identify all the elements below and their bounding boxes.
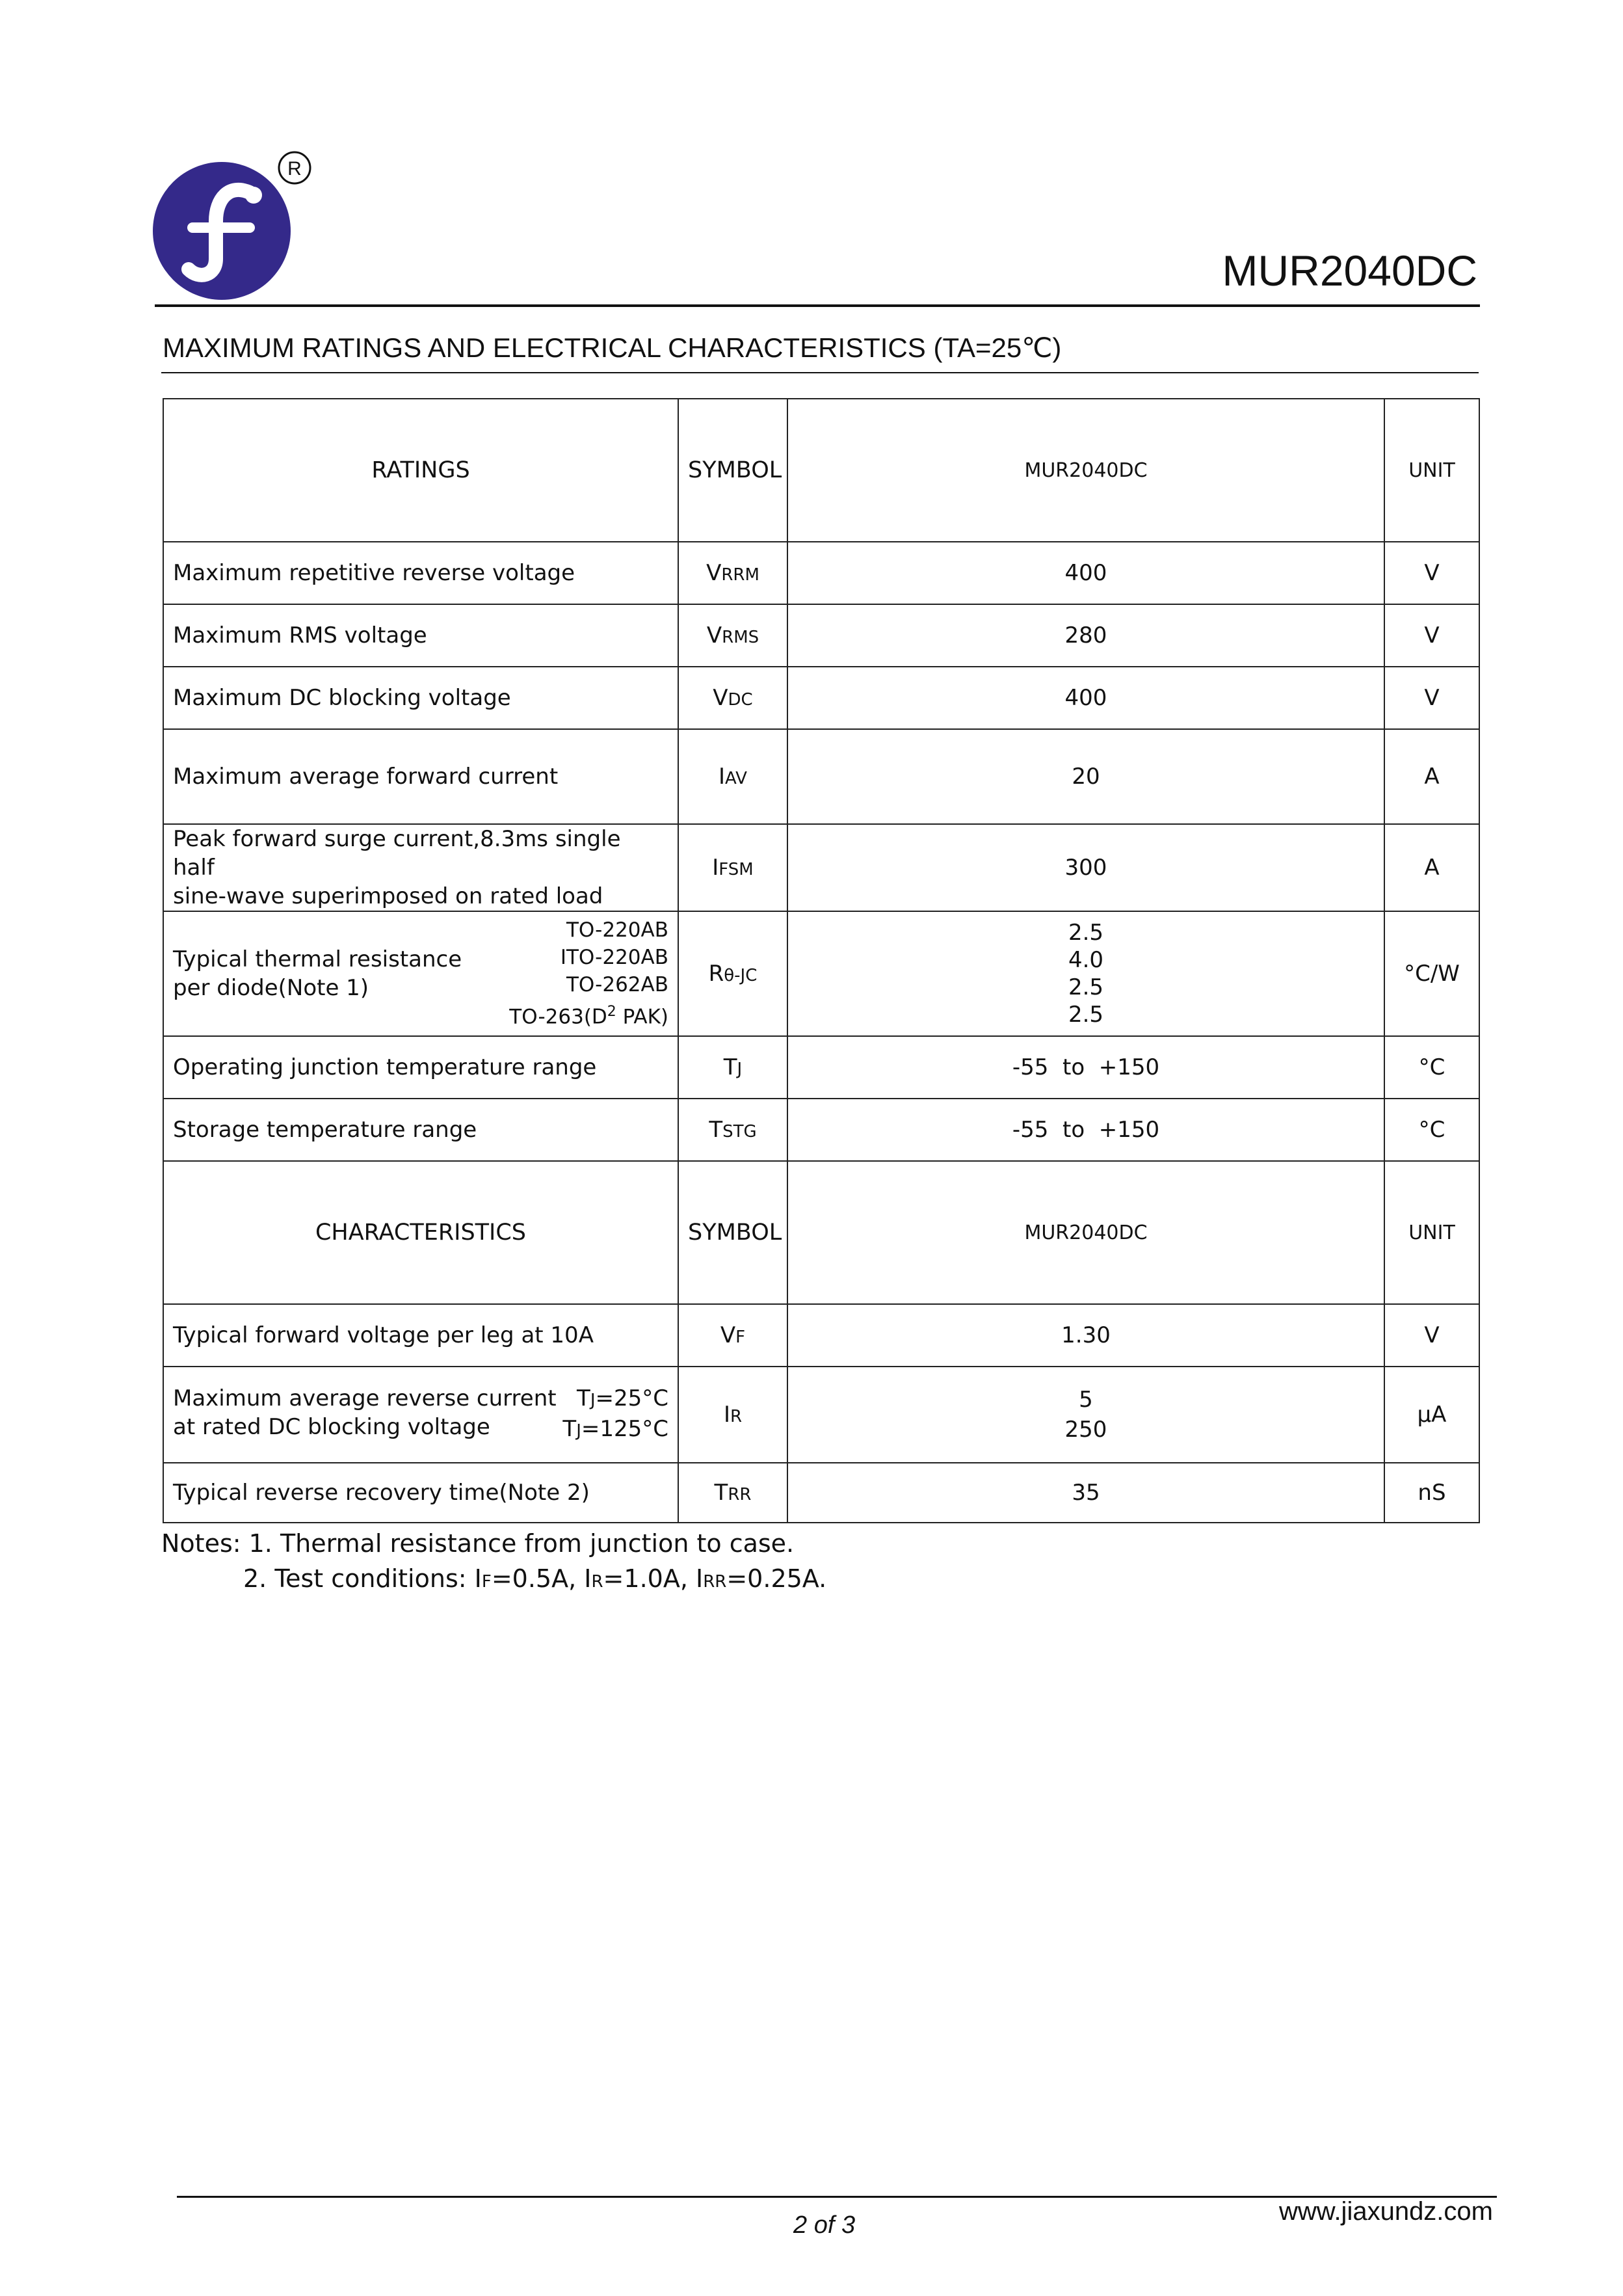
package-list: TO-220AB ITO-220AB TO-262AB $TO-263(D^2$ PAK) [509, 918, 668, 1029]
param-unit: °C/W [1384, 911, 1479, 1036]
param-unit: V [1384, 604, 1479, 667]
brand-logo [152, 161, 291, 300]
param-symbol: VRRM [678, 542, 787, 604]
param-unit: °C [1384, 1099, 1479, 1161]
param-symbol: VRMS [678, 604, 787, 667]
param-unit: V [1384, 1304, 1479, 1367]
param-name: Typical reverse recovery time(Note 2) [163, 1463, 678, 1523]
table-row [163, 729, 1479, 824]
param-name: Maximum repetitive reverse voltage [163, 542, 678, 604]
table-row [163, 1463, 1479, 1523]
param-name: Maximum RMS voltage [163, 604, 678, 667]
header-symbol: SYMBOL [678, 1161, 787, 1304]
param-symbol: IFSM [678, 824, 787, 911]
note-2: 2. Test conditions: IF=0.5A, IR=1.0A, IRR=0.25A. [243, 1564, 827, 1593]
param-value: 2.5 4.0 2.5 2.5 [787, 911, 1384, 1036]
param-name: Operating junction temperature range [163, 1036, 678, 1099]
param-unit: A [1384, 824, 1479, 911]
table-header-row [163, 1161, 1479, 1304]
param-name: Maximum average reverse current at rated DC blocking voltage TJ=25°C TJ=125°C [163, 1367, 678, 1463]
table-row [163, 604, 1479, 667]
param-symbol: TSTG [678, 1099, 787, 1161]
header-divider [155, 304, 1480, 307]
website-url: www.jiaxundz.com [1278, 2197, 1493, 2226]
param-symbol: TJ [678, 1036, 787, 1099]
table-row [163, 667, 1479, 729]
table-row [163, 542, 1479, 604]
param-value: 400 [787, 542, 1384, 604]
param-value: -55 to +150 [787, 1099, 1384, 1161]
part-number-title: MUR2040DC [1222, 247, 1477, 295]
header-unit: UNIT [1384, 1161, 1479, 1304]
param-value: -55 to +150 [787, 1036, 1384, 1099]
table-row [163, 1036, 1479, 1099]
param-unit: V [1384, 667, 1479, 729]
page-number: 2 of 3 [793, 2211, 856, 2239]
param-symbol: IAV [678, 729, 787, 824]
param-unit: µA [1384, 1367, 1479, 1463]
table-row [163, 824, 1479, 911]
param-unit: A [1384, 729, 1479, 824]
param-value: 20 [787, 729, 1384, 824]
notes [161, 1526, 826, 1599]
param-value: 35 [787, 1463, 1384, 1523]
param-value: 5 250 [787, 1367, 1384, 1463]
param-symbol: Rθ-JC [678, 911, 787, 1036]
param-name: Typical thermal resistance per diode(Note 1) TO-220AB ITO-220AB TO-262AB $TO-263(D^2$ PAK) [163, 911, 678, 1036]
param-unit: nS [1384, 1463, 1479, 1523]
param-symbol: VF [678, 1304, 787, 1367]
table-row [163, 1304, 1479, 1367]
table-row [163, 1099, 1479, 1161]
param-value: 300 [787, 824, 1384, 911]
table-row [163, 911, 1479, 1036]
param-value: 400 [787, 667, 1384, 729]
param-value: 1.30 [787, 1304, 1384, 1367]
test-conditions: TJ=25°C TJ=125°C [562, 1385, 668, 1442]
param-name: Storage temperature range [163, 1099, 678, 1161]
header-characteristics: CHARACTERISTICS [163, 1161, 678, 1304]
param-name: Maximum DC blocking voltage [163, 667, 678, 729]
svg-text:R: R [287, 158, 302, 180]
header-unit: UNIT [1384, 399, 1479, 542]
table-header-row [163, 399, 1479, 542]
param-symbol: VDC [678, 667, 787, 729]
param-unit: V [1384, 542, 1479, 604]
param-value: 280 [787, 604, 1384, 667]
param-name: Peak forward surge current,8.3ms single half sine-wave superimposed on rated load [163, 824, 678, 911]
param-symbol: TRR [678, 1463, 787, 1523]
header-part: MUR2040DC [787, 399, 1384, 542]
param-symbol: IR [678, 1367, 787, 1463]
table-row [163, 1367, 1479, 1463]
param-unit: °C [1384, 1036, 1479, 1099]
note-1: Notes: 1. Thermal resistance from junction to case. [161, 1529, 795, 1558]
header-ratings: RATINGS [163, 399, 678, 542]
param-name: Maximum average forward current [163, 729, 678, 824]
param-name: Typical forward voltage per leg at 10A [163, 1304, 678, 1367]
section-title: MAXIMUM RATINGS AND ELECTRICAL CHARACTERISTICS (TA=25℃) [163, 332, 1062, 363]
header-part: MUR2040DC [787, 1161, 1384, 1304]
ratings-table [163, 398, 1480, 1523]
section-divider [161, 372, 1479, 373]
header-symbol: SYMBOL [678, 399, 787, 542]
registered-trademark-icon [276, 150, 313, 186]
